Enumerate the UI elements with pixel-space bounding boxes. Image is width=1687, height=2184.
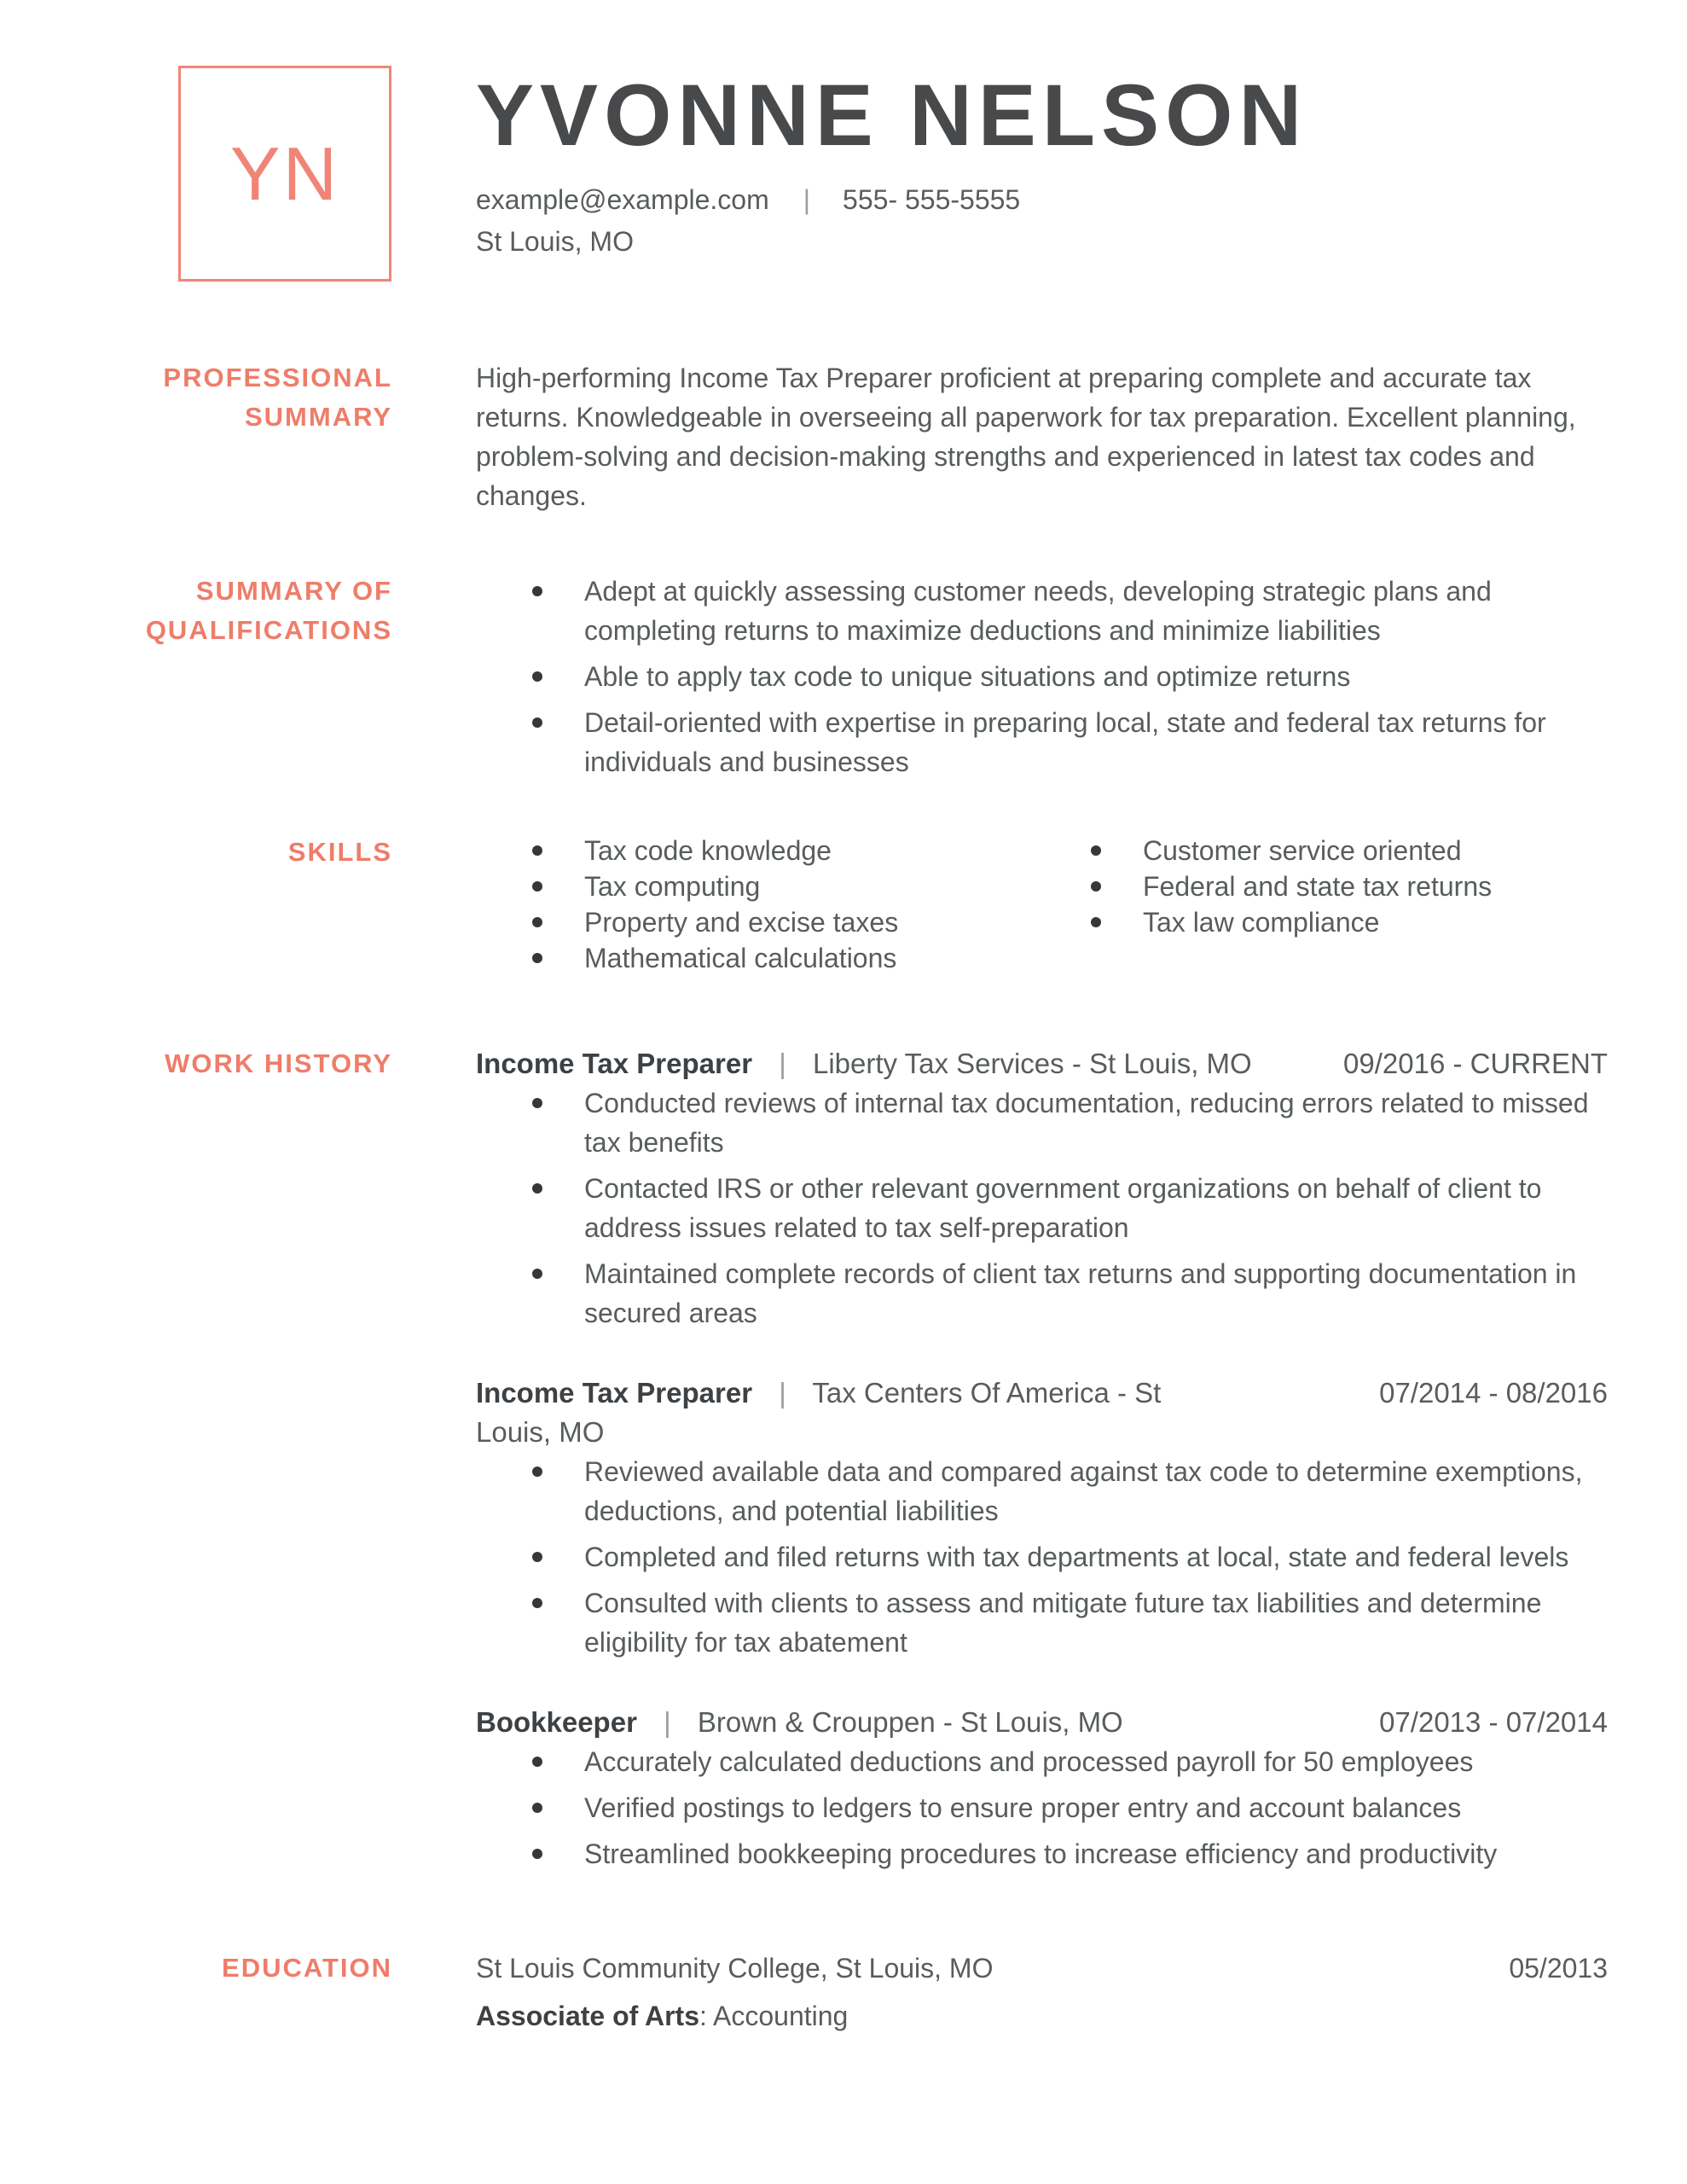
section-professional-summary [0,358,1687,515]
bullet-item: Customer service oriented [1035,833,1608,868]
bullet-item: Property and excise taxes [476,904,1035,940]
bullet-item: Tax law compliance [1035,904,1608,940]
job-divider: | [779,1048,786,1079]
bullet-item: Adept at quickly assessing customer needs, developing strategic plans and completing returns to maximize deductions and minimize liabilities [476,572,1608,650]
job-dates: 07/2014 - 08/2016 [1379,1377,1608,1409]
degree-field: : Accounting [699,2001,849,2031]
header-main [476,0,1687,258]
bullet-item: Contacted IRS or other relevant government organizations on behalf of client to address issues related to tax self-preparation [476,1169,1608,1247]
job-company: Liberty Tax Services - St Louis, MO [812,1048,1252,1079]
label-line: SUMMARY OF [195,576,392,606]
job-company: Brown & Crouppen - St Louis, MO [697,1706,1123,1738]
job-entry [476,1703,1608,1873]
job-bullets [476,1452,1608,1662]
bullet-item: Consulted with clients to assess and mitigate future tax liabilities and determine eligibility for tax abatement [476,1583,1608,1662]
education-content [476,1949,1608,2036]
section-skills [0,833,1687,976]
bullet-item: Streamlined bookkeeping procedures to increase efficiency and productivity [476,1834,1608,1873]
bullet-item: Conducted reviews of internal tax documentation, reducing errors related to missed tax benefits [476,1083,1608,1162]
degree-name: Associate of Arts [476,2001,699,2031]
section-education [0,1949,1687,2036]
contact-divider: | [803,184,811,216]
bullet-item: Accurately calculated deductions and processed payroll for 50 employees [476,1742,1608,1781]
job-bullets [476,1742,1608,1873]
education-school: St Louis Community College, St Louis, MO [476,1953,994,1984]
job-dates: 09/2016 - CURRENT [1343,1048,1608,1079]
job-dates: 07/2013 - 07/2014 [1379,1706,1608,1738]
bullet-item: Tax computing [476,868,1035,904]
education-date: 05/2013 [1509,1953,1608,1984]
bullet-item: Completed and filed returns with tax departments at local, state and federal levels [476,1537,1608,1577]
monogram-logo [178,66,391,282]
skills-column-left [476,833,1035,976]
job-header [476,1044,1608,1083]
bullet-item: Federal and state tax returns [1035,868,1608,904]
job-title-company [476,1374,1231,1452]
job-header [476,1374,1608,1452]
skills-column-right [1035,833,1608,976]
bullet-item: Able to apply tax code to unique situations and optimize returns [476,657,1608,696]
summary-paragraph: High-performing Income Tax Preparer proficient at preparing complete and accurate tax returns. Knowledgeable in overseeing all paperwork for tax preparation. Excellent planning, problem-solving and decision-making strengths and experienced in latest tax codes and changes. [476,363,1576,511]
skills-label: SKILLS [287,837,392,867]
bullet-item: Mathematical calculations [476,940,1035,976]
job-title: Bookkeeper [476,1706,637,1738]
resume-header [0,0,1687,283]
qualifications-list [476,572,1608,781]
job-entry [476,1044,1608,1333]
job-entry [476,1374,1608,1662]
education-label: EDUCATION [222,1953,392,1983]
job-divider: | [664,1706,671,1738]
phone-text: 555- 555-5555 [843,184,1021,216]
education-header [476,1949,1608,1988]
label-line: SUMMARY [244,402,392,432]
job-bullets [476,1083,1608,1333]
job-title-company [476,1703,1123,1742]
monogram-initials: YN [229,131,340,216]
candidate-name: YVONNE NELSON [476,67,1308,164]
contact-line [476,184,1687,216]
work-history-content [476,1044,1608,1873]
qualifications-label [0,572,392,781]
job-title: Income Tax Preparer [476,1377,753,1409]
email-text: example@example.com [476,184,769,216]
bullet-item: Detail-oriented with expertise in preparing local, state and federal tax returns for individuals and businesses [476,703,1608,781]
education-degree [476,1996,1608,2036]
skills-grid [476,833,1608,976]
job-header [476,1703,1608,1742]
bullet-item: Tax code knowledge [476,833,1035,868]
label-line: QUALIFICATIONS [145,615,392,645]
section-work-history [0,1044,1687,1873]
location-text: St Louis, MO [476,226,634,258]
section-qualifications [0,572,1687,781]
bullet-item: Reviewed available data and compared against tax code to determine exemptions, deductions, and potential liabilities [476,1452,1608,1531]
job-divider: | [779,1377,786,1409]
bullet-item: Verified postings to ledgers to ensure proper entry and account balances [476,1788,1608,1827]
job-company: Tax Centers Of America - St Louis, MO [476,1377,1162,1448]
job-title-company [476,1044,1252,1083]
job-title: Income Tax Preparer [476,1048,753,1079]
work-history-label: WORK HISTORY [165,1048,392,1078]
label-line: PROFESSIONAL [163,363,392,392]
bullet-item: Maintained complete records of client tax returns and supporting documentation in secured areas [476,1254,1608,1333]
professional-summary-label [0,358,392,515]
